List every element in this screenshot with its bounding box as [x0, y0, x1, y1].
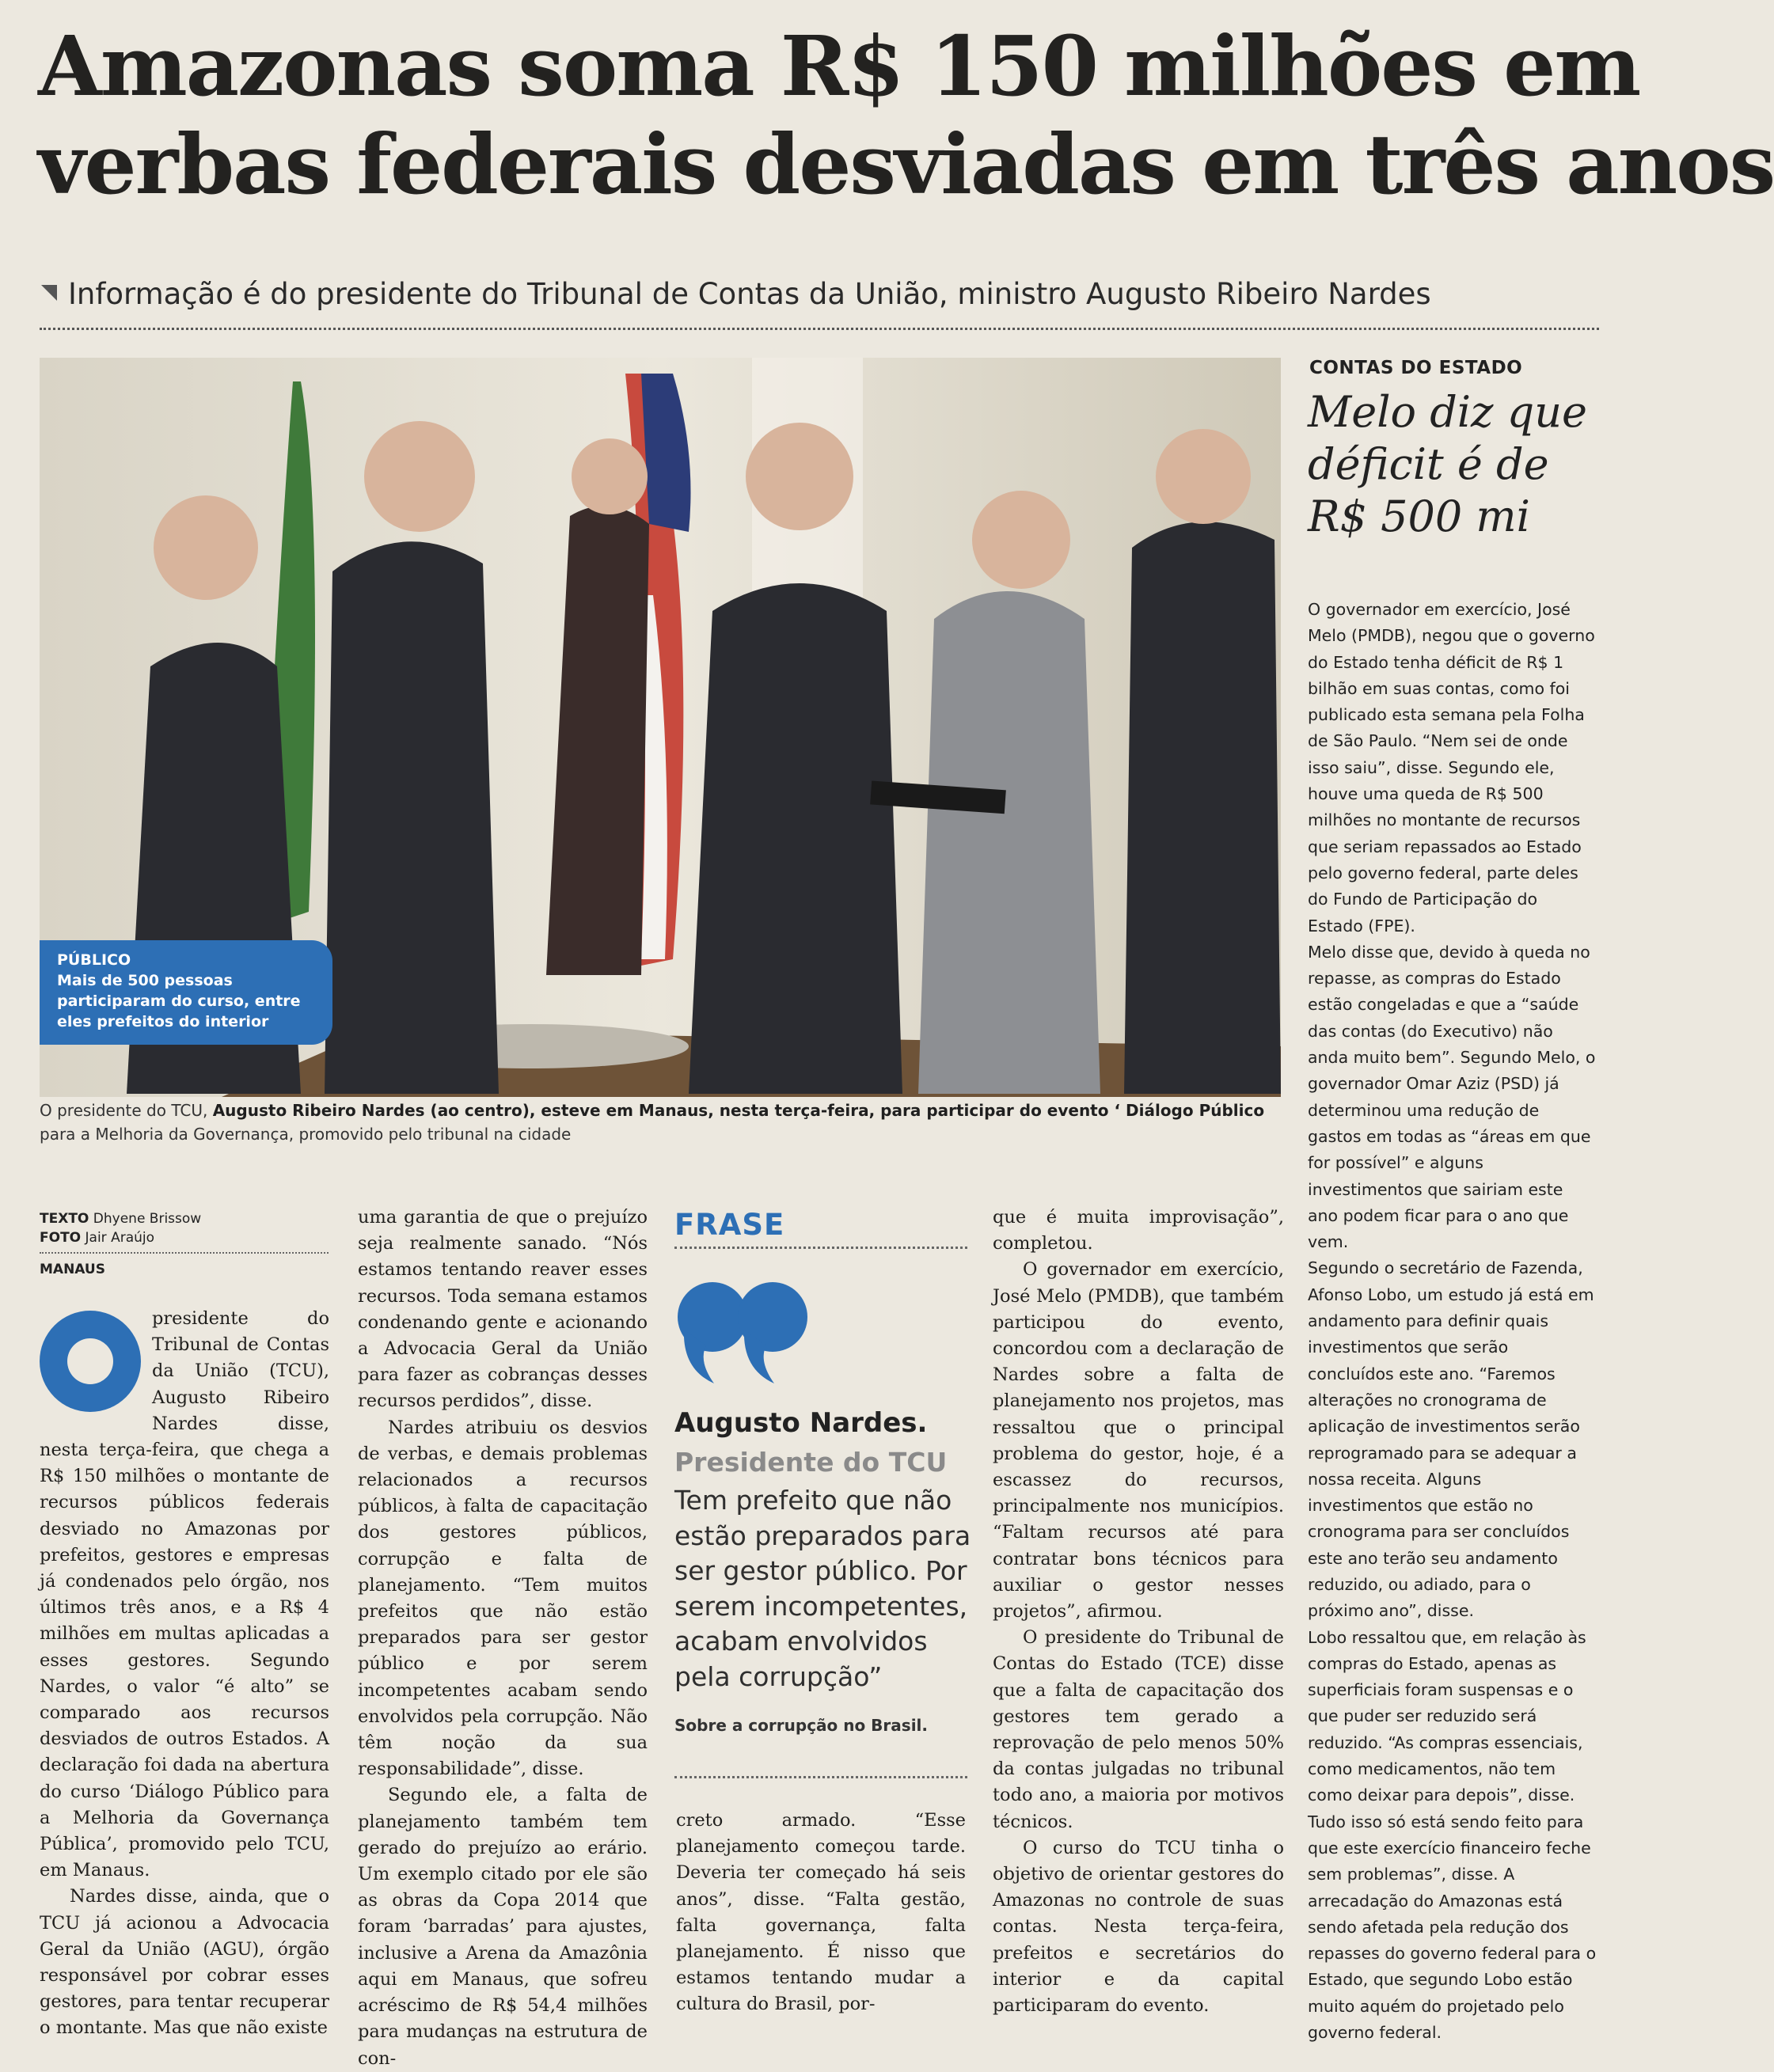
subheadline: [41, 274, 1601, 315]
dotted-divider: [40, 328, 1599, 330]
byline-divider: [40, 1252, 329, 1254]
text-credit-name: Dhyene Brissow: [93, 1211, 202, 1227]
quote-author-name: Augusto Nardes.: [674, 1407, 928, 1439]
article-column-1: [40, 1306, 329, 2042]
quote-author-role: Presidente do TCU: [674, 1447, 948, 1478]
byline: [40, 1209, 332, 1279]
article-paragraph: O curso do TCU tinha o objetivo de orientar gestores do Amazonas no controle de suas contas. Nesta terça-feira, prefeitos e secretários do interior e da capital participaram do evento.: [993, 1837, 1284, 2017]
caption-suffix: para a Melhoria da Governança, promovido pelo tribunal na cidade: [40, 1125, 572, 1144]
sidebar-paragraph: Lobo ressaltou que, em relação às compras do Estado, apenas as superficiais foram suspensas e o que puder ser reduzido será reduzido. “As compras essenciais, como medicamentos, não tem como deixar para depois”, disse. Tudo isso só está sendo feito para que este exercício financeiro feche sem problemas”, disse. A arrecadação do Amazonas está sendo afetada pela redução dos repasses do governo federal para o Estado, que segundo Lobo estão muito aquém do projetado pelo governo federal.: [1308, 1627, 1597, 2043]
article-paragraph: Segundo ele, a falta de planejamento também tem gerado do prejuízo ao erário. Um exemplo citado por ele são as obras da Copa 2014 que foram ‘barradas’ para ajustes, inclusive a Arena da Amazônia aqui em Manaus, que sofreu acréscimo de R$ 54,4 milhões para mudanças na estrutura de con-: [358, 1785, 648, 2069]
sidebar-kicker: CONTAS DO ESTADO: [1309, 358, 1523, 378]
sidebar-body: [1308, 597, 1597, 2046]
sidebar-title: Melo diz que déficit é de R$ 500 mi: [1308, 387, 1587, 541]
article-paragraph: Nardes atribuiu os desvios de verbas, e demais problemas relacionados a recursos públicos, à falta de capacitação dos gestores públicos, corrupção e falta de planejamento. “Tem muitos prefeitos que não estão preparados para ser gestor público e por serem incompetentes acabam sendo envolvidos pela corrupção. Não têm noção da sua responsabilidade”, disse.: [358, 1417, 648, 1780]
subheadline-text: Informação é do presidente do Tribunal de Contas da União, ministro Augusto Ribeiro Nardes: [68, 277, 1431, 311]
article-paragraph: uma garantia de que o prejuízo seja realmente sanado. “Nós estamos tentando reaver esses recursos. Toda semana estamos condenando gente e acionando a Advocacia Geral da União para fazer as cobranças desses recursos perdidos”, disse.: [358, 1207, 648, 1412]
headline: [38, 17, 1774, 214]
article-paragraph: que é muita improvisação”, completou.: [993, 1207, 1284, 1254]
photo-credit-label: FOTO: [40, 1230, 82, 1246]
dateline: MANAUS: [40, 1262, 105, 1277]
caption-prefix: O presidente do TCU,: [40, 1101, 213, 1120]
photo-caption: [40, 1099, 1282, 1146]
caption-bold: Augusto Ribeiro Nardes (ao centro), esteve em Manaus, nesta terça-feira, para participar do evento ‘ Diálogo Público: [212, 1101, 1265, 1120]
triangle-bullet-icon: [41, 285, 57, 301]
quote-divider: [674, 1776, 967, 1778]
photo-info-badge: [40, 940, 332, 1045]
article-column-3: [676, 1808, 966, 2018]
photo-credit-name: Jair Araújo: [85, 1230, 155, 1246]
badge-text: Mais de 500 pessoas participaram do curso, entre eles prefeitos do interior: [57, 972, 301, 1030]
quotation-mark-icon: [674, 1274, 809, 1385]
article-column-2: [358, 1205, 648, 2072]
sidebar-paragraph: Segundo o secretário de Fazenda, Afonso Lobo, um estudo já está em andamento para definir quais investimentos que serão concluídos este ano. “Faremos alterações no cronograma de aplicação de investimentos serão reprogramado para se adequar a nossa receita. Alguns investimentos que estão no cronograma para ser concluídos este ano terão seu andamento reduzido, ou adiado, para o próximo ano”, disse.: [1308, 1258, 1594, 1621]
article-paragraph: creto armado. “Esse planejamento começou tarde. Deveria ter começado há seis anos”, disse. “Falta gestão, falta governança, falta planejamento. É nisso que estamos tentando mudar a cultura do Brasil, por-: [676, 1810, 966, 2015]
quote-label: FRASE: [674, 1208, 967, 1249]
text-credit-label: TEXTO: [40, 1211, 89, 1227]
headline-line-2: verbas federais desviadas em três anos: [38, 116, 1774, 213]
badge-title: PÚBLICO: [57, 951, 131, 969]
article-column-4: [993, 1205, 1284, 2019]
article-paragraph: O governador em exercício, José Melo (PMDB), que também participou do evento, concordou com a declaração de Nardes sobre a falta de planejamento nos projetos, mas ressaltou que o principal problema do gestor, hoje, é a escassez do recursos, principalmente nos municípios. “Faltam recursos até para contratar bons técnicos para auxiliar o gestor nesses projetos”, afirmou.: [993, 1259, 1284, 1622]
headline-line-1: Amazonas soma R$ 150 milhões em: [38, 17, 1640, 115]
article-paragraph: presidente do Tribunal de Contas da União (TCU), Augusto Ribeiro Nardes disse, nesta terça-feira, que chega a R$ 150 milhões o montante de recursos públicos federais desviado no Amazonas por prefeitos, gestores e empresas já condenados pelo órgão, nos últimos três anos, e a R$ 4 milhões em multas aplicadas a esses gestores. Segundo Nardes, o valor “é alto” se comparado aos recursos desviados de outros Estados. A declaração foi dada na abertura do curso ‘Diálogo Público para a Melhoria da Governança Pública’, promovido pelo TCU, em Manaus.: [40, 1308, 329, 1881]
sidebar-paragraph: O governador em exercício, José Melo (PMDB), negou que o governo do Estado tenha déficit de R$ 1 bilhão em suas contas, como foi publicado esta semana pela Folha de São Paulo. “Nem sei de onde isso saiu”, disse. Segundo ele, houve uma queda de R$ 500 milhões no montante de recursos que seriam repassados ao Estado pelo governo federal, parte deles do Fundo de Participação do Estado (FPE).: [1308, 600, 1595, 935]
article-paragraph: Nardes disse, ainda, que o TCU já acionou a Advocacia Geral da União (AGU), órgão responsável por cobrar esses gestores, para tentar recuperar o montante. Mas que não existe: [40, 1886, 329, 2039]
sidebar-paragraph: Melo disse que, devido à queda no repasse, as compras do Estado estão congeladas e que a “saúde das contas (do Executivo) não anda muito bem”. Segundo Melo, o governador Omar Aziz (PSD) já determinou uma redução de gastos em todas as “áreas em que for possível” e alguns investimentos que sairiam este ano podem ficar para o ano que vem.: [1308, 942, 1596, 1252]
article-paragraph: O presidente do Tribunal de Contas do Estado (TCE) disse que a falta de capacitação dos gestores tem gerado a reprovação de pelo menos 50% da contas julgadas no tribunal todo ano, a maioria por motivos técnicos.: [993, 1627, 1284, 1832]
quote-text: Tem prefeito que não estão preparados para ser gestor público. Por serem incompetentes, acabam envolvidos pela corrupção”: [674, 1485, 971, 1692]
quote-source: Sobre a corrupção no Brasil.: [674, 1716, 928, 1735]
dropcap-o-icon: [40, 1311, 141, 1412]
